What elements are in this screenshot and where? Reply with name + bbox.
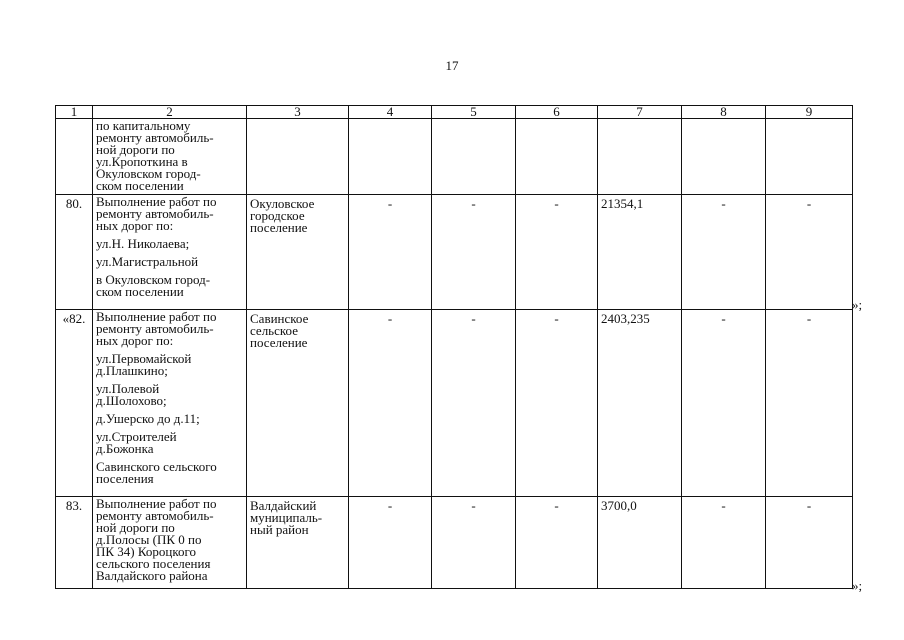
description-line: в Окуловском город- (96, 272, 211, 287)
closing-quote-mark: »; (852, 578, 863, 593)
description-line: Выполнение работ по (96, 496, 217, 511)
description-line: Окуловском город- (96, 166, 201, 181)
cell-col6: - (516, 497, 598, 589)
description-line: д.Ушерско до д.11; (96, 411, 200, 426)
cell-col4: - (349, 310, 432, 497)
cell-col7: 21354,1 (598, 195, 682, 310)
cell-col6: - (516, 195, 598, 310)
description-line: ных дорог по: (96, 218, 174, 233)
column-number: 2 (93, 106, 247, 119)
row-description (93, 497, 247, 589)
description-line: ремонту автомобиль- (96, 508, 214, 523)
description-line: ул.Магистральной (96, 254, 199, 269)
column-number: 7 (598, 106, 682, 119)
row-recipient (247, 195, 349, 310)
description-line: д.Шолохово; (96, 393, 167, 408)
works-table (55, 105, 853, 589)
description-line: сельского поселения (96, 556, 211, 571)
row-recipient (247, 310, 349, 497)
description-line: ском поселении (96, 178, 184, 193)
recipient-line: сельское (250, 323, 298, 338)
recipient-line: Валдайский (250, 498, 317, 513)
description-line: Валдайского района (96, 568, 208, 583)
description-line: д.Божонка (96, 441, 154, 456)
description-line: Выполнение работ по (96, 309, 217, 324)
recipient-line: поселение (250, 220, 308, 235)
column-number: 3 (247, 106, 349, 119)
description-line: Савинского сельского (96, 459, 217, 474)
cell-col7: 3700,0 (598, 497, 682, 589)
description-line: ул.Полевой (96, 381, 160, 396)
description-line: ул.Кропоткина в (96, 154, 188, 169)
description-line: ремонту автомобиль- (96, 206, 214, 221)
description-line: ул.Строителей (96, 429, 177, 444)
column-number: 9 (766, 106, 853, 119)
row-number: 83. (56, 497, 93, 589)
description-line: ной дороги по (96, 520, 175, 535)
column-number: 6 (516, 106, 598, 119)
description-line: д.Плашкино; (96, 363, 168, 378)
cell-col4: - (349, 497, 432, 589)
cell-col8: - (682, 195, 766, 310)
row-recipient (247, 497, 349, 589)
description-line: по капитальному (96, 118, 191, 133)
description-line: ной дороги по (96, 142, 175, 157)
cell-col6: - (516, 310, 598, 497)
description-line: ул.Н. Николаева; (96, 236, 190, 251)
description-line: д.Полосы (ПК 0 по (96, 532, 202, 547)
column-number: 8 (682, 106, 766, 119)
cell-col7: 2403,235 (598, 310, 682, 497)
row-description (93, 310, 247, 497)
recipient-line: ный район (250, 522, 309, 537)
continuation-row (56, 119, 853, 195)
column-number: 5 (432, 106, 516, 119)
cell-col5: - (432, 195, 516, 310)
description-line: ПК 34) Короцкого (96, 544, 197, 559)
cell-col9: - (766, 497, 853, 589)
table-row (56, 195, 853, 310)
recipient-line: муниципаль- (250, 510, 323, 525)
description-line: Выполнение работ по (96, 194, 217, 209)
column-number: 1 (56, 106, 93, 119)
cell-col8: - (682, 497, 766, 589)
page-number: 17 (445, 58, 459, 73)
cell-col5: - (432, 310, 516, 497)
description-line: ул.Первомайской (96, 351, 192, 366)
cell-col9: - (766, 310, 853, 497)
closing-quote-mark: »; (852, 297, 863, 312)
cell-col9: - (766, 195, 853, 310)
column-number: 4 (349, 106, 432, 119)
row-description (93, 195, 247, 310)
row-number: 80. (56, 195, 93, 310)
cell-col4: - (349, 195, 432, 310)
description-line: ремонту автомобиль- (96, 321, 214, 336)
row-number: «82. (56, 310, 93, 497)
description-line: ском поселении (96, 284, 184, 299)
description-line: ных дорог по: (96, 333, 174, 348)
table-row (56, 310, 853, 497)
cell-col8: - (682, 310, 766, 497)
recipient-line: поселение (250, 335, 308, 350)
recipient-line: Савинское (250, 311, 309, 326)
column-number-row (56, 106, 853, 119)
cell-col5: - (432, 497, 516, 589)
table-row (56, 497, 853, 589)
description-line: поселения (96, 471, 154, 486)
continuation-description (93, 119, 247, 195)
recipient-line: Окуловское (250, 196, 315, 211)
recipient-line: городское (250, 208, 305, 223)
description-line: ремонту автомобиль- (96, 130, 214, 145)
